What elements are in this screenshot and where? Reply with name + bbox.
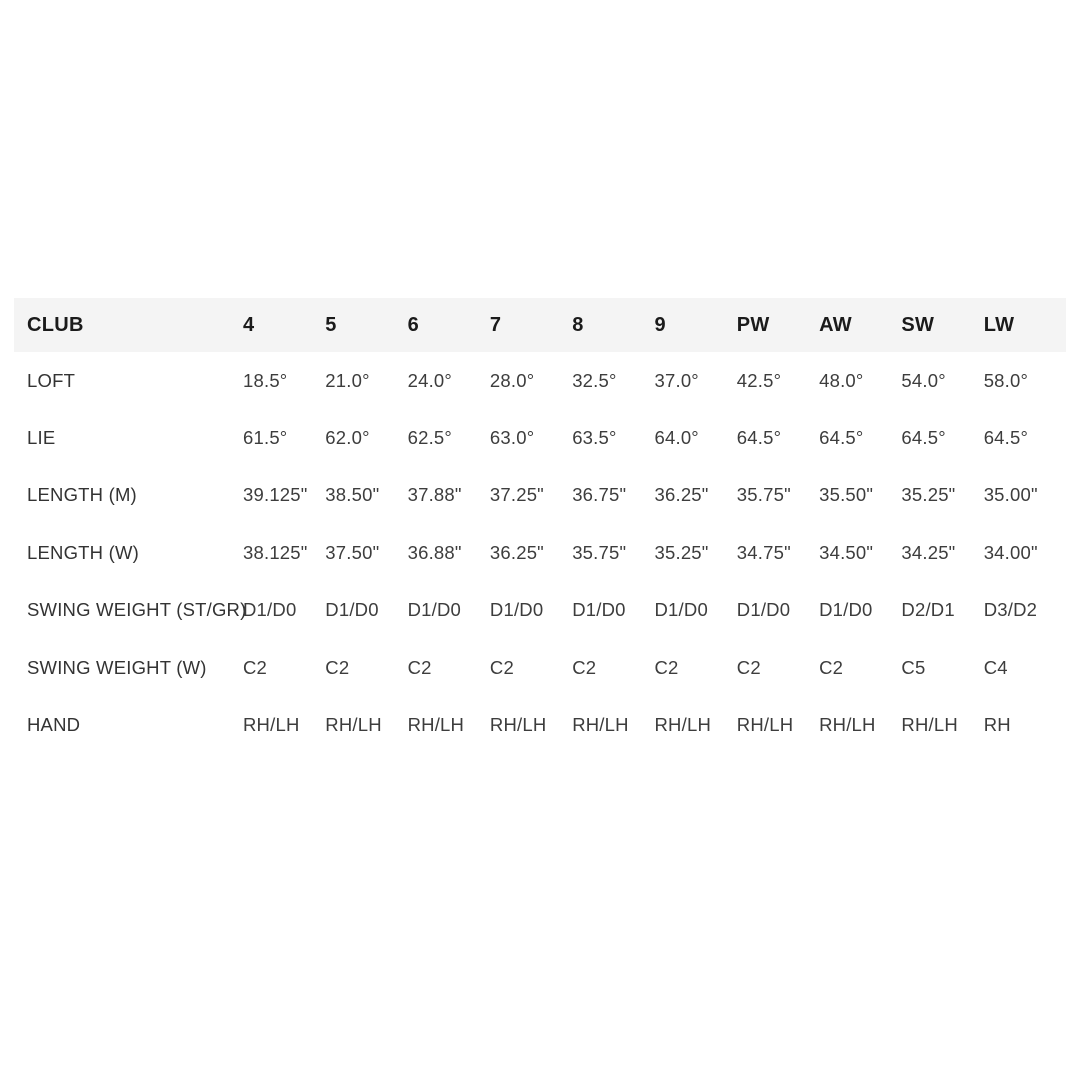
spec-cell: 63.0° bbox=[489, 427, 535, 449]
spec-cell: 37.25" bbox=[489, 484, 544, 506]
spec-cell: 42.5° bbox=[736, 369, 782, 391]
column-header: 9 bbox=[654, 313, 666, 336]
column-header: LW bbox=[983, 313, 1015, 336]
row-label: LENGTH (W) bbox=[27, 541, 139, 563]
spec-cell: 62.0° bbox=[325, 427, 370, 449]
spec-cell: 34.25" bbox=[901, 541, 956, 563]
table-row bbox=[14, 582, 1066, 639]
spec-cell: C2 bbox=[407, 656, 432, 678]
spec-cell: 35.75" bbox=[736, 484, 791, 506]
spec-cell: D1/D0 bbox=[736, 599, 791, 621]
spec-cell: C2 bbox=[489, 656, 514, 678]
spec-cell: 64.5° bbox=[983, 427, 1029, 449]
table-row bbox=[14, 467, 1066, 524]
spec-cell: 35.25" bbox=[654, 541, 709, 563]
column-header: 7 bbox=[489, 313, 502, 336]
spec-cell: D1/D0 bbox=[819, 599, 873, 621]
column-header: AW bbox=[819, 313, 852, 336]
spec-cell: RH/LH bbox=[572, 714, 629, 736]
spec-cell: 35.25" bbox=[901, 484, 956, 506]
spec-cell: 34.75" bbox=[736, 541, 791, 563]
spec-cell: D2/D1 bbox=[901, 599, 955, 621]
club-specs-table bbox=[14, 298, 1066, 754]
spec-cell: RH/LH bbox=[489, 714, 547, 736]
spec-cell: D1/D0 bbox=[243, 599, 297, 621]
spec-cell: 64.5° bbox=[819, 427, 864, 449]
spec-cell: D3/D2 bbox=[983, 599, 1038, 621]
row-label: LOFT bbox=[27, 369, 76, 391]
spec-cell: 61.5° bbox=[243, 427, 288, 449]
spec-cell: 38.125" bbox=[243, 541, 308, 563]
spec-cell: 34.50" bbox=[819, 541, 874, 563]
column-header: 6 bbox=[407, 313, 420, 336]
column-header: PW bbox=[736, 313, 770, 336]
spec-cell: 21.0° bbox=[325, 369, 370, 391]
column-header: SW bbox=[901, 313, 935, 336]
row-label: SWING WEIGHT (ST/GR) bbox=[27, 599, 247, 621]
spec-cell: RH/LH bbox=[736, 714, 794, 736]
spec-cell: D1/D0 bbox=[325, 599, 379, 621]
table-row bbox=[14, 639, 1066, 696]
spec-cell: 24.0° bbox=[407, 369, 452, 391]
spec-cell: 35.75" bbox=[572, 541, 627, 563]
spec-cell: D1/D0 bbox=[572, 599, 626, 621]
spec-cell: 35.50" bbox=[819, 484, 874, 506]
table-header-row bbox=[14, 298, 1066, 352]
spec-cell: RH/LH bbox=[901, 714, 958, 736]
spec-cell: RH/LH bbox=[407, 714, 465, 736]
column-header-club: CLUB bbox=[27, 313, 84, 336]
spec-cell: 35.00" bbox=[983, 484, 1038, 506]
spec-cell: 54.0° bbox=[901, 369, 946, 391]
spec-cell: C2 bbox=[243, 656, 268, 678]
table-row bbox=[14, 696, 1066, 753]
spec-cell: 18.5° bbox=[243, 369, 288, 391]
spec-cell: 58.0° bbox=[983, 369, 1029, 391]
spec-cell: 37.50" bbox=[325, 541, 380, 563]
spec-cell: 62.5° bbox=[407, 427, 452, 449]
spec-cell: RH/LH bbox=[654, 714, 712, 736]
spec-cell: 34.00" bbox=[983, 541, 1038, 563]
spec-cell: RH bbox=[983, 714, 1011, 736]
table-row bbox=[14, 352, 1066, 409]
row-label: HAND bbox=[27, 714, 81, 736]
spec-cell: 39.125" bbox=[243, 484, 308, 506]
spec-cell: 64.5° bbox=[736, 427, 782, 449]
spec-cell: 36.88" bbox=[407, 541, 462, 563]
spec-cell: 64.0° bbox=[654, 427, 699, 449]
spec-cell: 64.5° bbox=[901, 427, 946, 449]
row-label: LENGTH (M) bbox=[27, 484, 137, 506]
spec-cell: 37.88" bbox=[407, 484, 462, 506]
column-header: 5 bbox=[325, 313, 337, 336]
spec-cell: C2 bbox=[736, 656, 761, 678]
row-label: LIE bbox=[27, 427, 56, 449]
row-label: SWING WEIGHT (W) bbox=[27, 656, 207, 678]
spec-cell: 36.75" bbox=[572, 484, 627, 506]
spec-cell: 36.25" bbox=[489, 541, 544, 563]
spec-cell: RH/LH bbox=[819, 714, 876, 736]
table-row bbox=[14, 409, 1066, 466]
column-header: 4 bbox=[243, 313, 255, 336]
spec-cell: C2 bbox=[325, 656, 350, 678]
spec-cell: 63.5° bbox=[572, 427, 617, 449]
spec-cell: C4 bbox=[983, 656, 1008, 678]
spec-cell: 36.25" bbox=[654, 484, 709, 506]
table-body bbox=[14, 352, 1066, 754]
spec-cell: 28.0° bbox=[489, 369, 535, 391]
spec-cell: D1/D0 bbox=[489, 599, 544, 621]
column-header: 8 bbox=[572, 313, 584, 336]
spec-cell: C2 bbox=[819, 656, 844, 678]
spec-cell: 37.0° bbox=[654, 369, 699, 391]
spec-cell: RH/LH bbox=[325, 714, 382, 736]
spec-cell: D1/D0 bbox=[654, 599, 708, 621]
spec-cell: 32.5° bbox=[572, 369, 617, 391]
spec-cell: 38.50" bbox=[325, 484, 380, 506]
spec-cell: RH/LH bbox=[243, 714, 300, 736]
table-row bbox=[14, 524, 1066, 581]
spec-cell: C5 bbox=[901, 656, 926, 678]
spec-cell: C2 bbox=[654, 656, 679, 678]
spec-cell: 48.0° bbox=[819, 369, 864, 391]
spec-cell: C2 bbox=[572, 656, 597, 678]
spec-cell: D1/D0 bbox=[407, 599, 462, 621]
